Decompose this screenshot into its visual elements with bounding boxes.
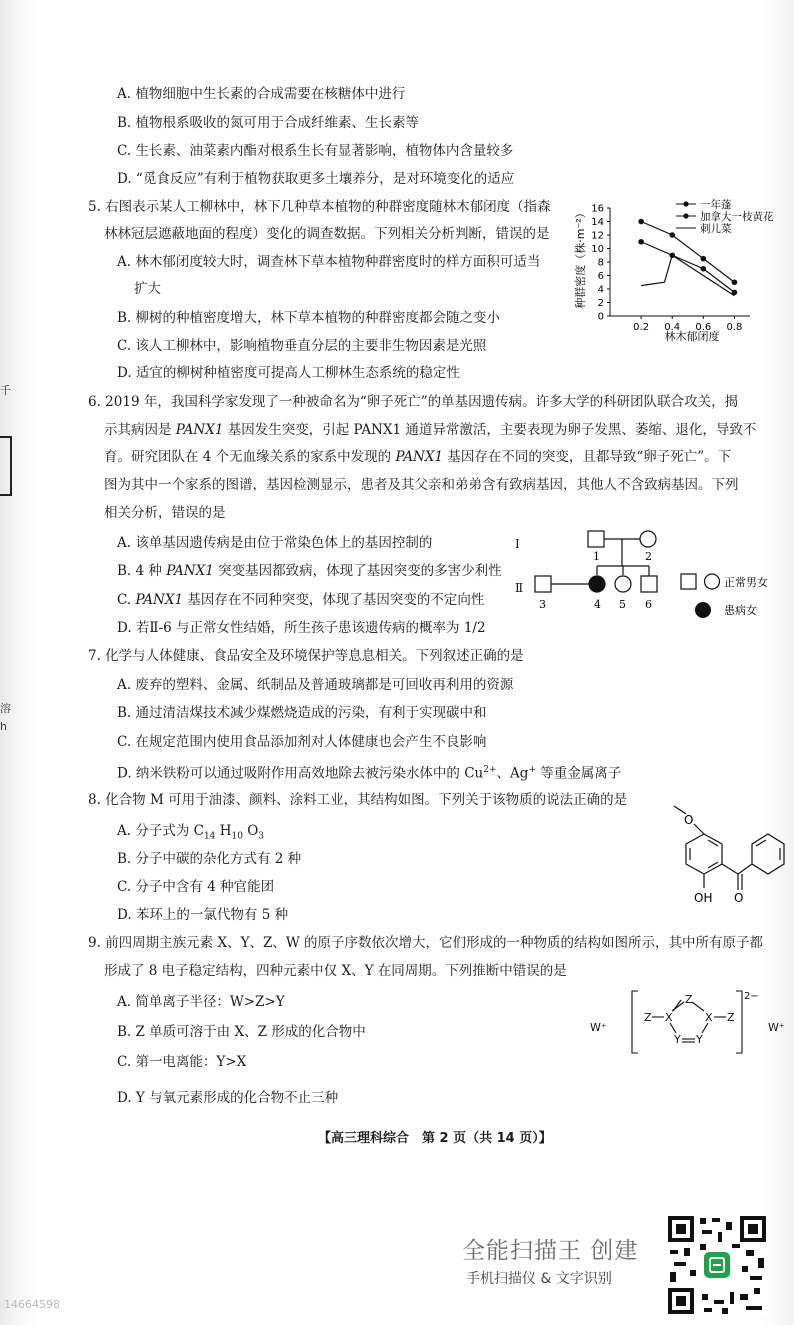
q9-option-b: B. Z 单质可溶于由 X、Z 形成的化合物中 (117, 1024, 366, 1040)
superscript: 2+ (483, 765, 497, 775)
q4-option-c: C. 生长素、油菜素内酯对根系生长有显著影响，植物体内含量较多 (117, 143, 514, 159)
q5-stem-line-1: 5. 右图表示某人工柳林中，林下几种草本植物的种群密度随林木郁闭度（指森 (88, 199, 551, 215)
q7-option-d (117, 761, 621, 783)
q9-option-a: A. 简单离子半径：W>Z>Y (117, 994, 285, 1010)
ion-structure (588, 985, 788, 1060)
q9-option-c: C. 第一电离能：Y>X (117, 1054, 247, 1070)
q6-stem-line-5: 相关分析，错误的是 (104, 505, 226, 521)
gene-name: PANX1 (175, 422, 224, 438)
pedigree-diagram (505, 522, 785, 627)
atom-label: Y (696, 1033, 703, 1046)
legend-female-affected (695, 602, 711, 618)
atom-label: X (665, 1011, 673, 1024)
q7-stem: 7. 化学与人体健康、食品安全及环境保护等息息相关。下列叙述正确的是 (88, 648, 524, 664)
edge-mark: h (0, 720, 7, 733)
data-point (638, 219, 644, 225)
text-run: 基因存在不同种突变，体现了基因突变的不定向性 (183, 592, 485, 608)
gene-name: PANX1 (135, 592, 184, 608)
generation-label: Ⅱ (515, 581, 524, 595)
female-normal-symbol (640, 531, 656, 547)
data-point (701, 266, 707, 272)
subscript: 14 (203, 831, 216, 842)
q6-option-a: A. 该单基因遗传病是由位于常染色体上的基因控制的 (117, 535, 433, 551)
q7-option-b: B. 通过清洁煤技术减少煤燃烧造成的污染，有利于实现碳中和 (117, 705, 487, 721)
text-run: 、Ag (496, 765, 529, 782)
text-run: 示其病因是 (104, 422, 176, 438)
q5-option-b: B. 柳树的种植密度增大，林下草本植物的种群密度都会随之变小 (117, 310, 501, 326)
q8-option-c: C. 分子中含有 4 种官能团 (117, 879, 275, 895)
data-point (732, 279, 738, 285)
q4-option-a: A. 植物细胞中生长素的合成需要在核糖体中进行 (117, 86, 406, 102)
series-line (641, 255, 734, 296)
text-run: 基因存在不同的突变，且都导致“卵子死亡”。下 (443, 449, 732, 465)
legend-label: 刺儿菜 (700, 223, 732, 235)
text-run: B. 4 种 (117, 563, 167, 579)
individual-number: 6 (645, 598, 652, 611)
text-run: 基因发生突变，引起 PANX1 通道异常激活，主要表现为卵子发黑、萎缩、退化，导致不 (223, 422, 757, 438)
y-tick-label: 10 (591, 244, 604, 255)
x-tick-label: 0.2 (633, 322, 650, 333)
page-id: 14664598 (4, 1298, 60, 1311)
subscript: 3 (258, 831, 265, 842)
q8-stem: 8. 化合物 M 可用于油漆、颜料、涂料工业，其结构如图。下列关于该物质的说法正确的是 (88, 792, 628, 808)
individual-number: 3 (539, 598, 546, 611)
legend-male-normal (681, 574, 696, 589)
text-run: D. 纳米铁粉可以通过吸附作用高效地除去被污染水体中的 Cu (117, 765, 484, 782)
qr-code-icon (666, 1214, 768, 1316)
q6-stem-line-4: 图为其中一个家系的图谱，基因检测显示，患者及其父亲和弟弟含有致病基因，其他人不含致病基因。下列 (104, 477, 739, 493)
gene-name: PANX1 (395, 449, 444, 465)
page-footer: 【高三理科综合 第 2 页（共 14 页）】 (318, 1131, 552, 1146)
q5-option-c: C. 该人工柳林中，影响植物垂直分层的主要非生物因素是光照 (117, 338, 487, 354)
hydroxyl-label: OH (694, 891, 713, 905)
charge-label: 2− (744, 991, 759, 1002)
q5-option-a: A. 林木郁闭度较大时，调查林下草本植物种群密度时的样方面积可适当 (117, 254, 541, 270)
legend-female-normal (705, 574, 720, 589)
data-point (638, 239, 644, 245)
superscript: + (528, 765, 536, 775)
data-point (669, 232, 675, 238)
text-run: 等重金属离子 (535, 765, 622, 782)
female-normal-symbol (615, 576, 631, 592)
generation-label: Ⅰ (515, 537, 520, 551)
q8-option-b: B. 分子中碳的杂化方式有 2 种 (117, 851, 302, 867)
individual-number: 5 (619, 598, 626, 611)
density-chart (570, 196, 780, 346)
compound-m-structure (660, 800, 785, 910)
q8-option-d: D. 苯环上的一氯代物有 5 种 (117, 907, 289, 923)
x-tick-label: 0.4 (664, 322, 681, 333)
q4-option-d: D. “觅食反应”有利于植物获取更多土壤养分，是对环境变化的适应 (117, 171, 515, 187)
text-run: 育。研究团队在 4 个无血缘关系的家系中发现的 (104, 449, 396, 465)
oxygen-label: O (684, 813, 694, 827)
chart-xlabel: 林木郁闭度 (664, 330, 720, 343)
q6-option-b (117, 562, 502, 580)
edge-mark: 千 (0, 384, 11, 397)
y-tick-label: 0 (597, 311, 604, 323)
q6-stem-line-1: 6. 2019 年，我国科学家发现了一种被命名为“卵子死亡”的单基因遗传病。许多大学的科研团队联合攻关，揭 (88, 394, 739, 410)
series-line (641, 242, 734, 293)
scanner-subtitle: 手机扫描仪 & 文字识别 (466, 1271, 612, 1287)
y-tick-label: 2 (597, 298, 604, 309)
edge-mark: 溶 (0, 702, 11, 715)
data-point (701, 256, 707, 262)
subscript: 10 (231, 831, 243, 842)
q9-stem-line-1: 9. 前四周期主族元素 X、Y、Z、W 的原子序数依次增大，它们形成的一种物质的结构如图所示，其中所有原子都 (88, 935, 764, 951)
x-tick-label: 0.6 (695, 322, 712, 333)
chart-legend (676, 198, 774, 235)
text-run: A. 分子式为 C (117, 823, 204, 839)
individual-number: 1 (593, 550, 600, 563)
atom-label: Y (674, 1033, 681, 1046)
legend-label: 一年蓬 (700, 199, 732, 211)
q9-option-d: D. Y 与氧元素形成的化合物不止三种 (117, 1090, 339, 1106)
edge-box-artifact (0, 436, 12, 496)
atom-label: X (705, 1011, 713, 1024)
legend-normal-label: 正常男女 (724, 576, 768, 589)
male-normal-symbol (641, 576, 657, 592)
y-tick-label: 8 (597, 257, 604, 269)
cation-label: W⁺ (590, 1021, 607, 1034)
male-normal-symbol (535, 576, 551, 592)
individual-number: 4 (594, 598, 601, 611)
q7-option-c: C. 在规定范围内使用食品添加剂对人体健康也会产生不良影响 (117, 734, 487, 750)
q4-option-b: B. 植物根系吸收的氮可用于合成纤维素、生长素等 (117, 115, 420, 131)
text-run: C. (117, 592, 136, 608)
male-normal-symbol (588, 531, 604, 547)
y-tick-label: 12 (591, 230, 604, 242)
q5-stem-line-2: 林林冠层遮蔽地面的程度）变化的调查数据。下列相关分析判断，错误的是 (104, 226, 550, 242)
carbonyl-oxygen-label: O (734, 891, 744, 905)
text-run: O (242, 823, 259, 839)
q6-stem-line-2 (104, 421, 756, 439)
individual-number: 2 (645, 550, 652, 563)
legend-marker (683, 213, 688, 218)
q5-option-d: D. 适宜的柳树种植密度可提高人工柳林生态系统的稳定性 (117, 365, 460, 381)
q5-option-a-cont: 扩大 (134, 281, 161, 297)
text-run: H (215, 823, 232, 839)
y-tick-label: 4 (597, 284, 604, 296)
atom-label: Z (644, 1011, 652, 1024)
scanner-brand: 全能扫描王 创建 (462, 1238, 639, 1264)
legend-affected-label: 患病女 (724, 604, 757, 617)
y-tick-label: 14 (591, 217, 604, 228)
x-tick-label: 0.8 (726, 322, 743, 333)
q7-option-a: A. 废弃的塑料、金属、纸制品及普通玻璃都是可回收再利用的资源 (117, 677, 514, 693)
female-affected-symbol (589, 576, 605, 592)
text-run: 突变基因都致病，体现了基因突变的多害少利性 (213, 563, 502, 579)
chart-ylabel: 种群密度（株·m⁻²） (574, 207, 587, 309)
atom-label: Z (685, 993, 693, 1006)
legend-marker (683, 201, 688, 206)
y-tick-label: 16 (591, 203, 604, 215)
q9-stem-line-2: 形成了 8 电子稳定结构，四种元素中仅 X、Y 在同周期。下列推断中错误的是 (104, 963, 567, 979)
q8-option-a (117, 822, 264, 846)
atom-label: Z (727, 1011, 735, 1024)
legend-label: 加拿大一枝黄花 (700, 211, 774, 223)
cation-label: W⁺ (768, 1021, 785, 1034)
gene-name: PANX1 (166, 563, 214, 579)
y-tick-label: 6 (597, 271, 604, 282)
q6-option-d: D. 若Ⅱ-6 与正常女性结婚，所生孩子患该遗传病的概率为 1/2 (117, 620, 486, 636)
q6-stem-line-3 (104, 448, 731, 466)
q6-option-c (117, 591, 484, 609)
